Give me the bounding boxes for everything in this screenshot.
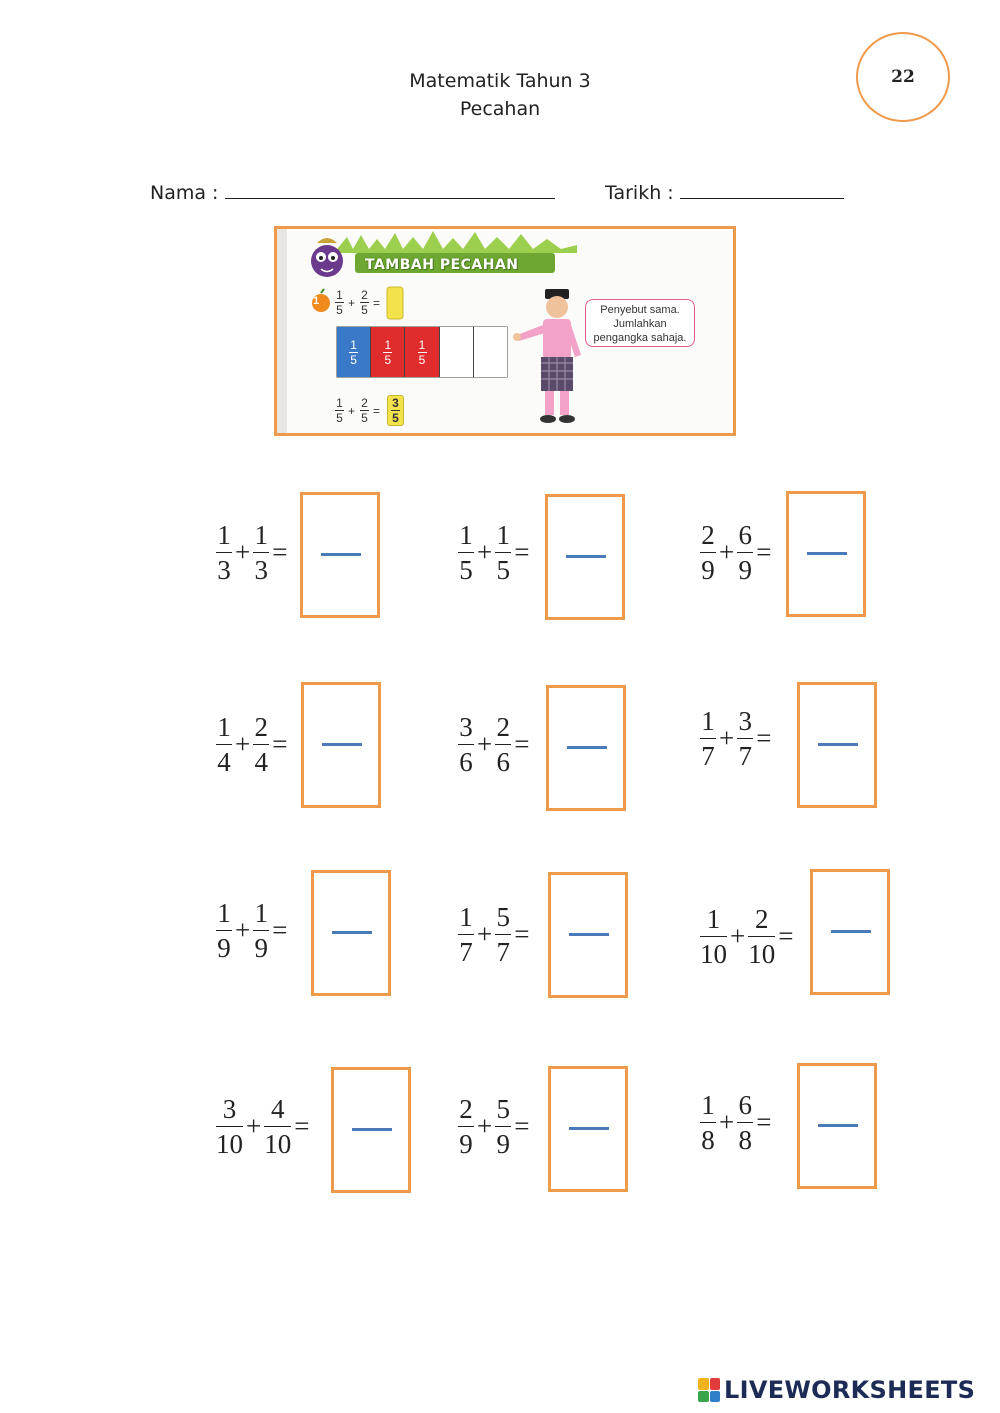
fraction-b: $\frac{6}{9}$ [738,520,752,585]
strip-cell: 1 5 [405,327,439,377]
plus-sign: + [235,537,251,567]
equals-sign: = [514,1111,530,1141]
problem-expression [216,898,290,963]
problem-expression [458,520,532,585]
problem-expression [700,904,796,969]
strip-cell [474,327,507,377]
fraction-a: $\frac{3}{6}$ [459,712,473,777]
fraction-a: $\frac{1}{5}$ [459,520,473,585]
answer-box[interactable] [797,682,877,808]
answer-box[interactable] [311,870,391,996]
date-field [605,182,844,204]
plus-sign: + [477,537,493,567]
name-input-line[interactable] [225,182,555,199]
fraction-a: $\frac{3}{10}$ [216,1094,243,1159]
strip-cell: 1 5 [371,327,405,377]
answer-box[interactable] [545,494,625,620]
fraction-bar-line [818,1124,858,1127]
fraction-strip [337,327,507,377]
liveworksheets-logo-icon [698,1378,720,1402]
answer-box[interactable] [301,682,381,808]
fraction-a: $\frac{1}{10}$ [700,904,727,969]
worksheet-subtitle: Pecahan [459,98,541,120]
equals-sign: = [756,537,772,567]
fraction-b: $\frac{2}{10}$ [748,904,776,969]
fraction-a: $\frac{1}{8}$ [701,1090,715,1155]
mascot-icon [311,238,343,277]
illus-question-fraction-b: 2 5 [361,288,368,317]
fraction-bar-line [352,1128,392,1131]
plus-sign: + [477,1111,493,1141]
equals-sign: = [272,915,288,945]
problem-expression [216,712,290,777]
fraction-bar-line [569,933,609,936]
equals-sign: = [514,537,530,567]
fraction-b: $\frac{1}{9}$ [254,898,268,963]
fraction-b: $\frac{3}{7}$ [738,706,752,771]
plus-sign: + [719,537,735,567]
fraction-a: $\frac{1}{7}$ [701,706,715,771]
fraction-bar-line [818,743,858,746]
page-number-badge: 22 [856,32,950,122]
fraction-a: $\frac{1}{4}$ [217,712,231,777]
fraction-a: $\frac{2}{9}$ [459,1094,473,1159]
strip-cell: 1 5 [337,327,371,377]
fraction-b: $\frac{1}{3}$ [254,520,268,585]
strip-cell [440,327,474,377]
fraction-a: $\frac{2}{9}$ [701,520,715,585]
problem-expression [458,712,532,777]
plus-sign: + [246,1111,262,1141]
name-field [150,182,555,204]
equals-sign: = [272,537,288,567]
fraction-a: $\frac{1}{3}$ [217,520,231,585]
plus-sign: + [477,919,493,949]
illus-answer-fraction: 3 5 [387,395,404,426]
plus-sign: + [719,1107,735,1137]
problem-expression [700,1090,774,1155]
problem-expression [216,1094,312,1159]
liveworksheets-brand [698,1376,975,1404]
answer-box[interactable] [331,1067,411,1193]
answer-box[interactable] [797,1063,877,1189]
illus-result-fraction-b: 2 5 [361,396,368,425]
banner-title: TAMBAH PECAHAN [365,257,519,273]
fraction-bar-line [332,931,372,934]
fraction-b: $\frac{5}{9}$ [496,1094,510,1159]
answer-box[interactable] [548,872,628,998]
fraction-a: $\frac{1}{7}$ [459,902,473,967]
plus-sign: + [235,729,251,759]
fraction-b: $\frac{2}{4}$ [254,712,268,777]
fraction-a: $\frac{1}{9}$ [217,898,231,963]
fraction-bar-line [321,553,361,556]
equals-sign: = [756,1107,772,1137]
answer-box[interactable] [786,491,866,617]
plus-sign: + [719,723,735,753]
problem-expression [216,520,290,585]
speech-bubble: Penyebut sama. Jumlahkan pengangka sahaja. [585,299,695,347]
fraction-b: $\frac{2}{6}$ [496,712,510,777]
illus-question-fraction-a: 1 5 [336,288,343,317]
fraction-b: $\frac{6}{8}$ [738,1090,752,1155]
equals-sign: = [294,1111,310,1141]
fraction-bar-line [807,552,847,555]
answer-box[interactable] [300,492,380,618]
equals-sign: = [778,921,794,951]
fraction-bar-line [831,930,871,933]
answer-box[interactable] [548,1066,628,1192]
fraction-bar-line [566,555,606,558]
plus-sign: + [477,729,493,759]
problem-expression [700,520,774,585]
plus-sign: + [235,915,251,945]
date-label: Tarikh : [605,182,674,204]
problem-expression [458,1094,532,1159]
problem-expression [700,706,774,771]
answer-box[interactable] [810,869,890,995]
equals-sign: = [514,919,530,949]
fraction-b: $\frac{4}{10}$ [264,1094,292,1159]
fraction-bar-line [569,1127,609,1130]
example-illustration: TAMBAH PECAHAN 1 1 5 + 2 5 = 1 5 1 5 1 5 1 5 + 2 5 = 3 5 Penyebut sama. Jumlahkan pengangka sahaja. [274,226,736,436]
fraction-bar-line [322,743,362,746]
brand-text: LIVEWORKSHEETS [724,1376,976,1404]
answer-box[interactable] [546,685,626,811]
fraction-b: $\frac{5}{7}$ [496,902,510,967]
date-input-line[interactable] [680,182,844,199]
problem-expression [458,902,532,967]
boy-figure-icon [513,289,581,423]
worksheet-title: Matematik Tahun 3 [409,70,591,92]
equals-sign: = [756,723,772,753]
fraction-bar-line [567,746,607,749]
plus-sign: + [730,921,746,951]
illus-result-fraction-a: 1 5 [336,396,343,425]
equals-sign: = [272,729,288,759]
equals-sign: = [514,729,530,759]
fraction-b: $\frac{1}{5}$ [496,520,510,585]
name-label: Nama : [150,182,219,204]
step-number: 1 [313,295,320,307]
